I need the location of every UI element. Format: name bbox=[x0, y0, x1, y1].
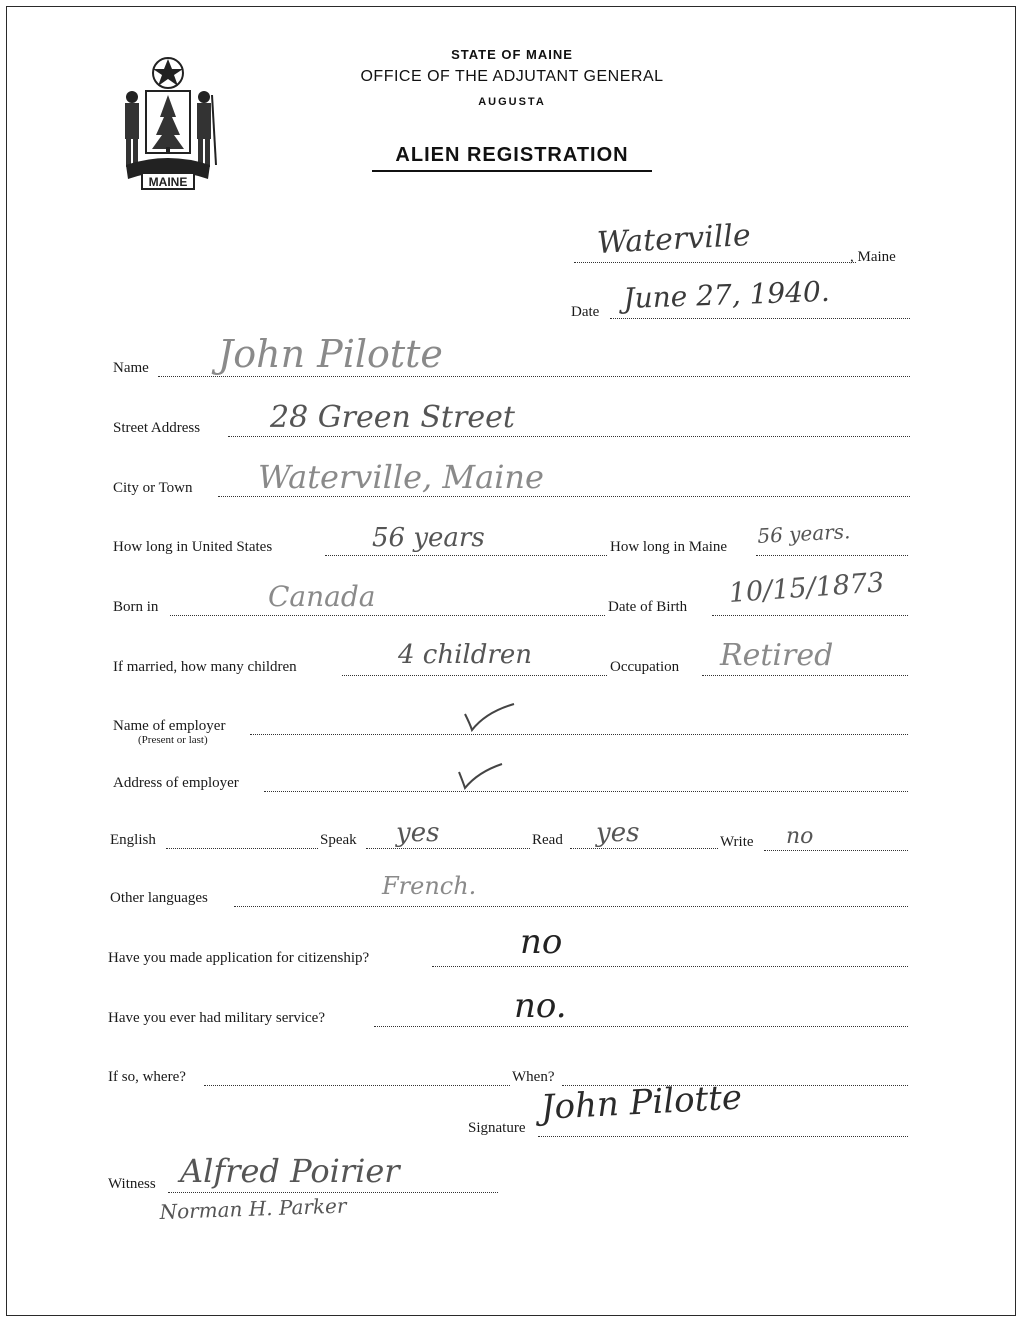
city-value[interactable]: Waterville, Maine bbox=[258, 458, 544, 496]
city-label: City or Town bbox=[113, 480, 193, 496]
witness-second-value[interactable]: Norman H. Parker bbox=[159, 1193, 347, 1224]
employer-name-sublabel: (Present or last) bbox=[138, 734, 208, 746]
date-value[interactable]: June 27, 1940. bbox=[622, 274, 831, 315]
speak-value[interactable]: yes bbox=[396, 818, 440, 848]
name-value[interactable]: John Pilotte bbox=[218, 332, 443, 376]
check-mark-icon bbox=[456, 762, 511, 792]
born-in-value[interactable]: Canada bbox=[268, 580, 376, 613]
how-long-maine-value[interactable]: 56 years. bbox=[756, 519, 851, 548]
how-long-maine-label: How long in Maine bbox=[610, 539, 728, 555]
employer-address-label: Address of employer bbox=[113, 775, 239, 791]
check-mark-icon bbox=[462, 702, 517, 732]
military-value[interactable]: no. bbox=[514, 986, 567, 1026]
citizenship-label: Have you made application for citizenship? bbox=[108, 950, 370, 966]
dob-value[interactable]: 10/15/1873 bbox=[727, 567, 886, 609]
form-title: ALIEN REGISTRATION bbox=[372, 144, 652, 172]
english-label: English bbox=[110, 832, 156, 848]
employer-name-label: Name of employer bbox=[113, 718, 226, 734]
children-value[interactable]: 4 children bbox=[398, 640, 532, 670]
where-label: If so, where? bbox=[108, 1069, 186, 1085]
state-heading: STATE OF MAINE bbox=[451, 47, 573, 62]
write-label: Write bbox=[720, 834, 754, 850]
when-label: When? bbox=[512, 1069, 555, 1085]
street-label: Street Address bbox=[113, 420, 201, 436]
read-label: Read bbox=[532, 832, 563, 848]
other-languages-value[interactable]: French. bbox=[382, 872, 477, 900]
location-value[interactable]: Waterville bbox=[596, 218, 752, 261]
date-label: Date bbox=[571, 304, 600, 320]
occupation-label: Occupation bbox=[610, 659, 680, 675]
other-languages-label: Other languages bbox=[110, 890, 208, 906]
office-heading: OFFICE OF THE ADJUTANT GENERAL bbox=[360, 68, 664, 85]
city-heading: AUGUSTA bbox=[478, 96, 546, 108]
write-value[interactable]: no bbox=[786, 824, 814, 849]
children-label: If married, how many children bbox=[113, 659, 297, 675]
how-long-us-value[interactable]: 56 years bbox=[372, 523, 485, 553]
occupation-value[interactable]: Retired bbox=[720, 638, 834, 673]
read-value[interactable]: yes bbox=[596, 818, 640, 848]
svg-text:MAINE: MAINE bbox=[148, 175, 188, 189]
name-label: Name bbox=[113, 360, 149, 376]
witness-label: Witness bbox=[108, 1176, 156, 1192]
witness-value[interactable]: Alfred Poirier bbox=[180, 1152, 400, 1190]
street-value[interactable]: 28 Green Street bbox=[270, 400, 515, 435]
location-suffix: , Maine bbox=[850, 249, 896, 265]
born-in-label: Born in bbox=[113, 599, 159, 615]
dob-label: Date of Birth bbox=[608, 599, 688, 615]
how-long-us-label: How long in United States bbox=[113, 539, 273, 555]
speak-label: Speak bbox=[320, 832, 357, 848]
signature-label: Signature bbox=[468, 1120, 526, 1136]
citizenship-value[interactable]: no bbox=[520, 922, 563, 962]
military-label: Have you ever had military service? bbox=[108, 1010, 325, 1026]
signature-value[interactable]: John Pilotte bbox=[539, 1077, 743, 1128]
